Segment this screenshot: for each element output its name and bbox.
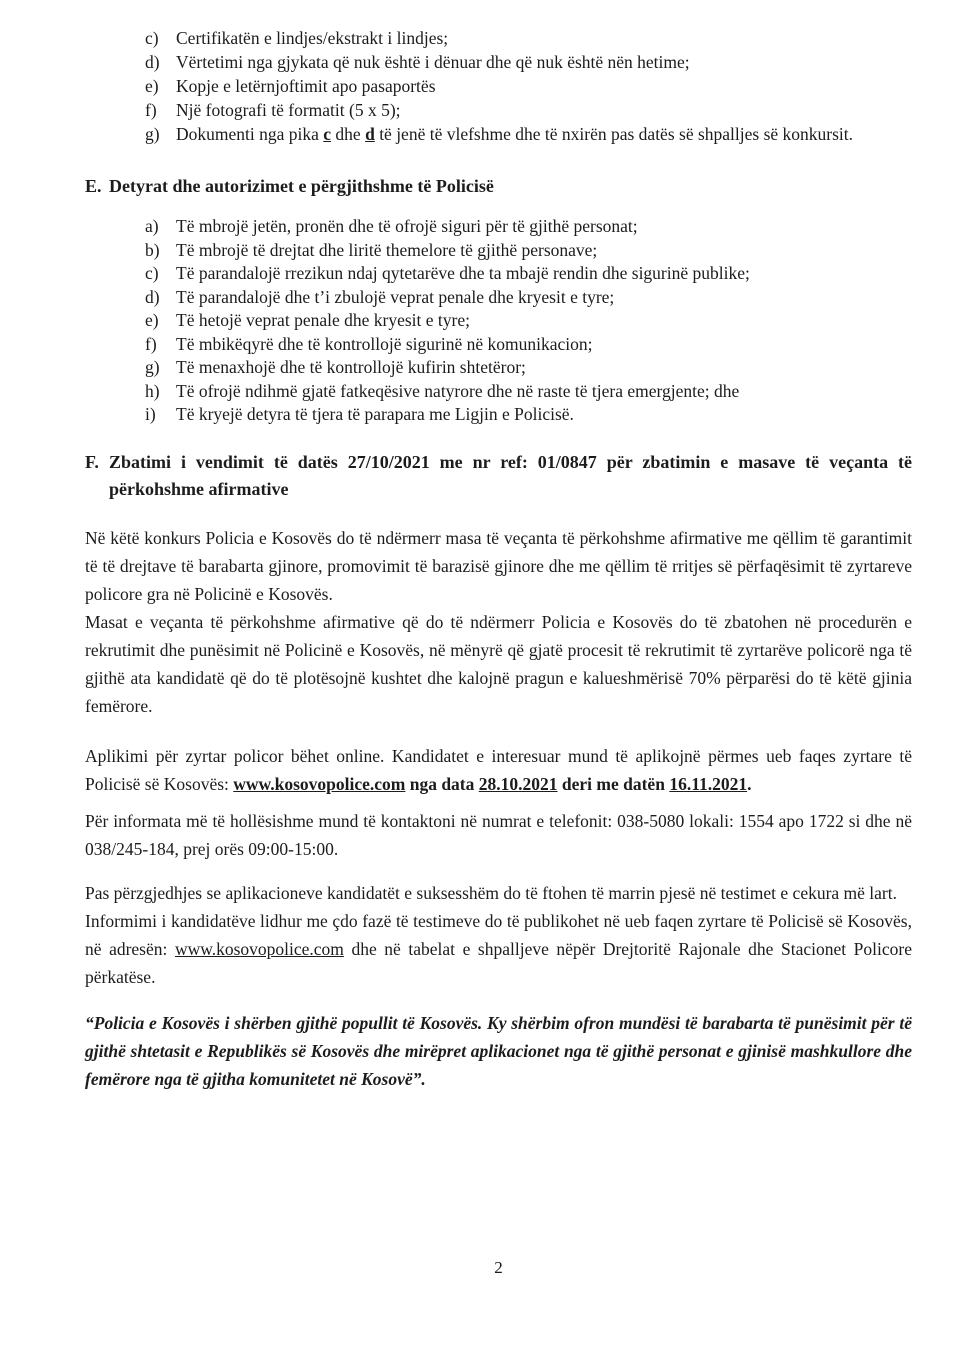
text-run: dhe në tabelat e shpalljeve nëpër Drejtoritë Rajonale dhe Stacionet Policore përkatëse. (85, 938, 912, 987)
list-item-text (176, 122, 912, 146)
text-run: Pas përzgjedhjes se aplikacioneve kandidatët e suksesshëm do të ftohen të marrin pjesë në testimet e cekura më lart. (85, 882, 897, 903)
section-f-title: Zbatimi i vendimit të datës 27/10/2021 me nr ref: 01/0847 për zbatimin e masave të veçanta të përkohshme afirmative (109, 451, 912, 499)
list-item-text (176, 50, 912, 74)
list-item-letter: g) (145, 124, 160, 144)
list-item (145, 380, 912, 404)
text-run: nga data (405, 773, 479, 794)
list-item-text (176, 26, 912, 50)
application-paragraph (85, 742, 912, 798)
paragraph (85, 907, 912, 991)
list-item (145, 403, 912, 427)
section-f-heading (85, 449, 912, 503)
text-run: . (747, 773, 752, 794)
text-run: Informimi i kandidatëve lidhur me çdo fazë të testimeve do të publikohet në ueb faqen zyrtare të Policisë së Kosovës, në adresën: (85, 910, 912, 959)
list-item-text: Të hetojë veprat penale dhe kryesit e tyre; (176, 310, 470, 330)
text-run: Dokumenti nga pika (176, 124, 324, 144)
list-item-letter: c) (145, 28, 159, 48)
list-item-letter: f) (145, 333, 157, 354)
list-item-text: Të kryejë detyra të tjera të parapara me Ligjin e Policisë. (176, 404, 574, 424)
list-item-letter: d) (145, 52, 160, 72)
list-item-text (176, 74, 912, 98)
section-e-title: Detyrat dhe autorizimet e përgjithshme të Policisë (109, 176, 494, 196)
list-item-letter: c) (145, 263, 159, 283)
list-item (145, 215, 912, 239)
list-item-text: Të mbrojë jetën, pronën dhe të ofrojë siguri për të gjithë personat; (176, 216, 638, 236)
selection-info-paragraphs (85, 879, 912, 991)
text-run: d (365, 124, 375, 144)
section-e-heading (85, 172, 912, 200)
section-e-letter: E. (85, 176, 102, 196)
paragraph (85, 608, 912, 720)
text-run: Vërtetimi nga gjykata që nuk është i dënuar dhe që nuk është nën hetime; (176, 52, 690, 72)
text-run: c (323, 124, 332, 144)
section-f-letter: F. (85, 451, 99, 472)
text-run: Masat e veçanta të përkohshme afirmative që do të ndërmerr Policia e Kosovës do të zbatohen në procedurën e rekrutimit dhe punësimit në Policinë e Kosovës, në mënyrë që gjatë procesit të rekrutimit të zyrtarëve policorë nga të gjithë ata kandidatë që do të plotësojnë kushtet dhe kalojnë pragun e kalueshmërisë 70% përparësi do të këtë gjinia femërore. (85, 611, 912, 716)
text-run: Certifikatën e lindjes/ekstrakt i lindjes; (176, 28, 449, 48)
list-item-text: Të parandalojë rrezikun ndaj qytetarëve dhe ta mbajë rendin dhe sigurinë publike; (176, 263, 750, 283)
paragraph (85, 524, 912, 608)
list-item (145, 50, 912, 74)
list-item-text: Të mbikëqyrë dhe të kontrollojë sigurinë në komunikacion; (176, 333, 593, 354)
list-item-letter: h) (145, 380, 160, 401)
list-item-text: Të ofrojë ndihmë gjatë fatkeqësive natyrore dhe në raste të tjera emergjente; dhe (176, 380, 740, 401)
contact-paragraph (85, 807, 912, 863)
affirmative-measures-paragraphs (85, 524, 912, 720)
list-item-text: Të parandalojë dhe t’i zbulojë veprat penale dhe kryesit e tyre; (176, 286, 615, 307)
list-item (145, 74, 912, 98)
closing-quote (85, 1009, 912, 1093)
text-run: 16.11.2021 (669, 773, 748, 794)
list-item (145, 356, 912, 380)
text-run: “Policia e Kosovës i shërben gjithë popullit të Kosovës. Ky shërbim ofron mundësi të barabarta të punësimit për të gjithë shtetasit e Republikës së Kosovës dhe mirëpret aplikacionet nga të gjithë personat e gjinisë mashkullore dhe femërore nga të gjitha komunitetet në Kosovë”. (85, 1012, 912, 1089)
text-run: deri me datën (557, 773, 670, 794)
list-item-text: Të mbrojë të drejtat dhe liritë themelore të gjithë personave; (176, 239, 598, 260)
text-run: Kopje e letërnjoftimit apo pasaportës (176, 76, 436, 96)
list-item (145, 333, 912, 357)
text-run: Për informata më të hollësishme mund të kontaktoni në numrat e telefonit: 038-5080 lokali: 1554 apo 1722 si dhe në 038/245-184, prej orës 09:00-15:00. (85, 810, 912, 859)
list-item-text (176, 98, 912, 122)
section-e-list (145, 215, 912, 427)
list-item (145, 262, 912, 286)
list-item (145, 286, 912, 310)
list-item-letter: d) (145, 286, 160, 307)
list-item (145, 26, 912, 50)
list-item (145, 98, 912, 122)
text-run: Një fotografi të formatit (5 x 5); (176, 100, 401, 120)
list-item-letter: b) (145, 239, 160, 260)
text-run: të jenë të vlefshme dhe të nxirën pas datës së shpalljes së konkursit. (374, 124, 854, 144)
page-number: 2 (494, 1258, 503, 1277)
document-list-continued (145, 26, 912, 146)
list-item-letter: e) (145, 76, 159, 96)
list-item-letter: e) (145, 310, 159, 330)
list-item-letter: g) (145, 357, 160, 377)
list-item-letter: a) (145, 216, 159, 236)
link[interactable]: www.kosovopolice.com (233, 773, 406, 794)
list-item-text: Të menaxhojë dhe të kontrollojë kufirin shtetëror; (176, 357, 526, 377)
list-item (145, 239, 912, 263)
list-item (145, 122, 912, 146)
text-run: dhe (331, 124, 366, 144)
list-item-letter: i) (145, 404, 156, 424)
text-run: Aplikimi për zyrtar policor bëhet online. Kandidatet e interesuar mund të aplikojnë përmes ueb faqes zyrtare të Policisë së Kosovës: (85, 745, 912, 794)
paragraph (85, 879, 912, 907)
link[interactable]: www.kosovopolice.com (174, 938, 344, 959)
list-item (145, 309, 912, 333)
list-item-letter: f) (145, 100, 157, 120)
text-run: Në këtë konkurs Policia e Kosovës do të ndërmerr masa të veçanta të përkohshme afirmative me qëllim të garantimit të të drejtave të barabarta gjinore, promovimit të barazisë gjinore dhe me qëllim të rritjes së përfaqësimit të zyrtareve policore gra në Policinë e Kosovës. (85, 527, 912, 604)
text-run: 28.10.2021 (478, 773, 558, 794)
